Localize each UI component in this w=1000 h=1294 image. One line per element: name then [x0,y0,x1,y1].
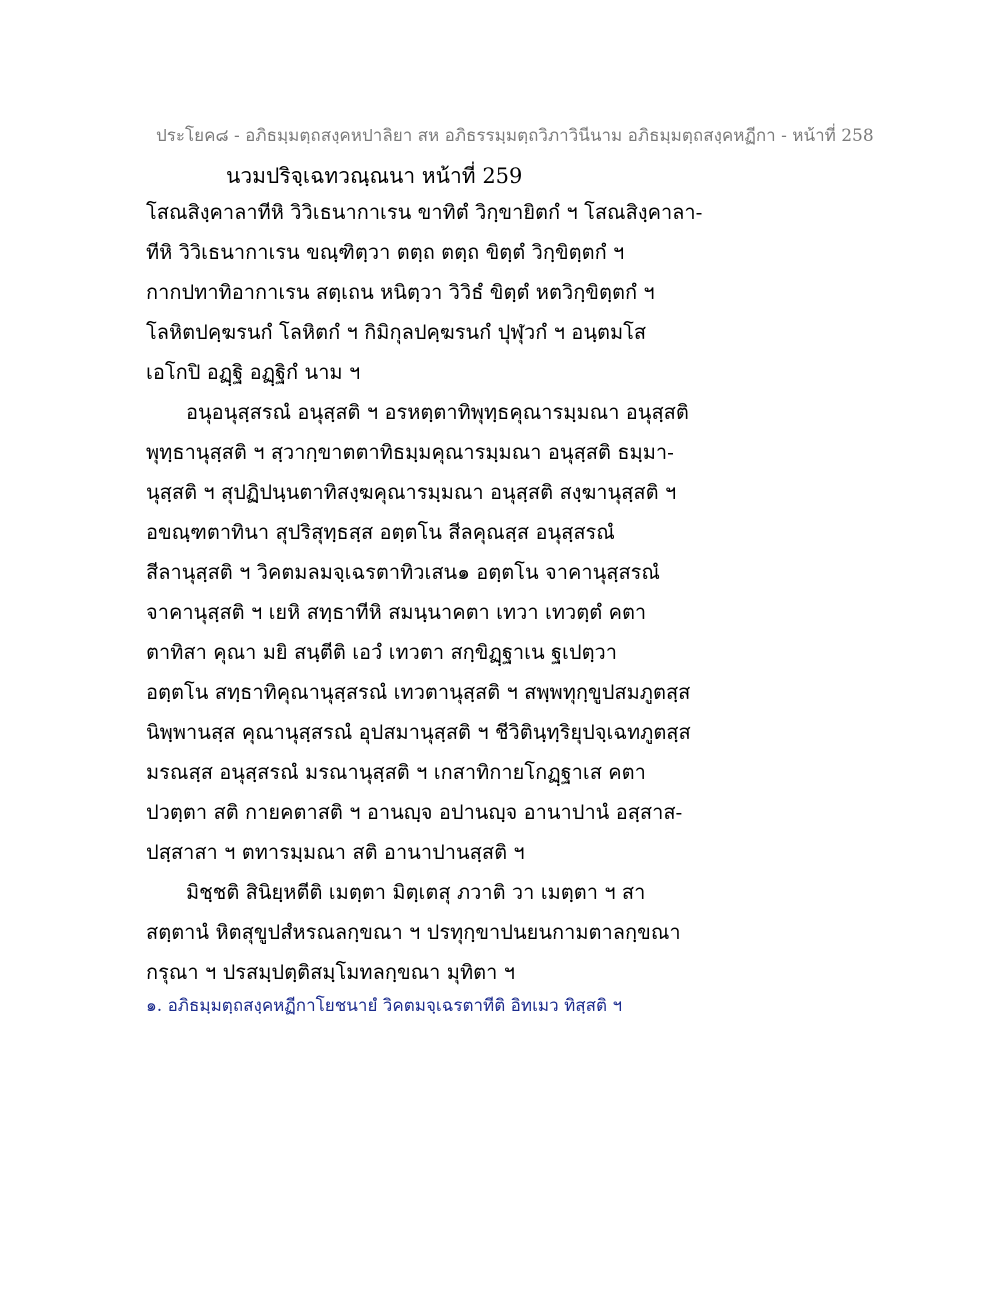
text-line: พุทฺธานุสฺสติ ฯ สฺวากฺขาตตาทิธมฺมคุณารมฺมณา อนุสฺสติ ธมฺมา- [146,440,674,464]
text-line: มรณสฺส อนุสฺสรณํ มรณานุสฺสติ ฯ เกสาทิกายโกฏฺฐาเส คตา [146,760,646,784]
text-line: กากปทาทิอากาเรน สตฺเถน หนิตฺวา วิวิธํ ขิตฺตํ หตวิกฺขิตฺตกํ ฯ [146,280,655,304]
section-heading: นวมปริจฺเฉทวณฺณนา หน้าที่ 259 [226,164,523,188]
text-line: ตาทิสา คุณา มยิ สนฺตีติ เอวํ เทวตา สกฺขิฏฺฐาเน ฐเปตฺวา [146,640,618,664]
footnote: ๑. อภิธมฺมตฺถสงฺคหฏีกาโยชนายํ วิคตมจฺเฉรตาทีติ อิทเมว ทิสฺสติ ฯ [146,996,623,1016]
text-line: จาคานุสฺสติ ฯ เยหิ สทฺธาทีหิ สมนฺนาคตา เทวา เทวตฺตํ คตา [146,600,647,624]
text-line: สตฺตานํ หิตสุขูปสํหรณลกฺขณา ฯ ปรทุกฺขาปนยนกามตาลกฺขณา [146,920,681,944]
text-line: เอโกปิ อฏฺฐิ อฏฺฐิกํ นาม ฯ [146,360,361,384]
text-line: ทีหิ วิวิเธนากาเรน ขณฺฑิตฺวา ตตฺถ ตตฺถ ขิตฺตํ วิกฺขิตฺตกํ ฯ [146,240,625,264]
text-line: โสณสิงฺคาลาทีหิ วิวิเธนากาเรน ขาทิตํ วิกฺขายิตกํ ฯ โสณสิงฺคาลา- [146,200,703,224]
text-line: อขณฺฑตาทินา สุปริสุทฺธสฺส อตฺตโน สีลคุณสฺส อนุสฺสรณํ [146,520,615,544]
text-line: ปสฺสาสา ฯ ตทารมฺมณา สติ อานาปานสฺสติ ฯ [146,840,525,864]
text-line: กรุณา ฯ ปรสมฺปตฺติสมฺโมทลกฺขณา มุทิตา ฯ [146,960,515,984]
text-line: โลหิตปคฺฆรนกํ โลหิตกํ ฯ กิมิกุลปคฺฆรนกํ ปุฬุวกํ ฯ อนฺตมโส [146,320,647,344]
paragraph-start-line: อนุอนุสฺสรณํ อนุสฺสติ ฯ อรหตฺตาทิพุทฺธคุณารมฺมณา อนุสฺสติ [186,400,689,424]
body-text [146,192,706,992]
running-header: ประโยค๘ - อภิธมฺมตฺถสงฺคหปาลิยา สห อภิธรรมฺมตฺถวิภาวินีนาม อภิธมฺมตฺถสงฺคหฏีกา - หน้าที่ 258 [156,126,874,146]
text-line: นิพฺพานสฺส คุณานุสฺสรณํ อุปสมานุสฺสติ ฯ ชีวิตินฺทฺริยุปจฺเฉทภูตสฺส [146,720,691,744]
paragraph-start-line: มิชฺชติ สินิยฺหตีติ เมตฺตา มิตฺเตสุ ภวาติ วา เมตฺตา ฯ สา [186,880,646,904]
text-line: อตฺตโน สทฺธาทิคุณานุสฺสรณํ เทวตานุสฺสติ ฯ สพฺพทุกฺขูปสมภูตสฺส [146,680,691,704]
text-line: สีลานุสฺสติ ฯ วิคตมลมจฺเฉรตาทิวเสน๑ อตฺตโน จาคานุสฺสรณํ [146,560,660,584]
text-line: นุสฺสติ ฯ สุปฏิปนฺนตาทิสงฺฆคุณารมฺมณา อนุสฺสติ สงฺฆานุสฺสติ ฯ [146,480,677,504]
text-line: ปวตฺตา สติ กายคตาสติ ฯ อานญฺจ อปานญฺจ อานาปานํ อสฺสาส- [146,800,683,824]
